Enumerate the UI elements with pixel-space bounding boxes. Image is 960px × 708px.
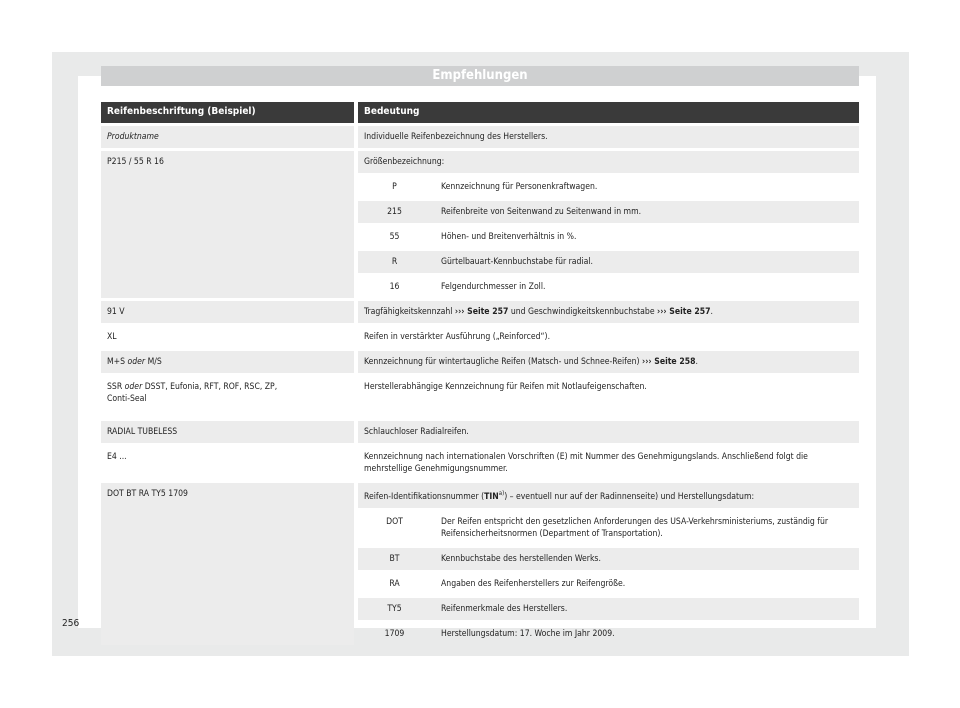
sub-code: R: [391, 257, 398, 267]
table-row: [101, 301, 859, 323]
sub-code: RA: [389, 578, 400, 589]
table-header-row: [101, 102, 859, 123]
sub-text: Kennbuchstabe des herstellenden Werks.: [441, 553, 601, 564]
sub-text: Herstellungsdatum: 17. Woche im Jahr 2009.: [441, 628, 615, 639]
row-label: M+S oder M/S: [101, 351, 354, 373]
table-row-size: [101, 151, 859, 298]
page-link[interactable]: ››› Seite 257: [657, 307, 711, 317]
header-label: Reifenbeschriftung (Beispiel): [101, 102, 354, 123]
page-number: 256: [62, 618, 80, 629]
row-meaning: Größenbezeichnung:: [358, 151, 859, 173]
table-row: [101, 326, 859, 348]
sub-text: Höhen- und Breitenverhältnis in %.: [441, 232, 577, 242]
sub-code: TY5: [387, 603, 402, 614]
sub-row: [358, 201, 859, 223]
row-label: RADIAL TUBELESS: [101, 421, 354, 443]
table-caption: Empfehlungen: [101, 66, 859, 86]
sub-text: Der Reifen entspricht den gesetzlichen Anforderungen des USA-Verkehrsministeriums, zuständig für Reifensicherheitsnormen (Department of Transportation).: [441, 516, 829, 539]
row-meaning: Individuelle Reifenbezeichnung des Herstellers.: [358, 126, 859, 148]
sub-text: Felgendurchmesser in Zoll.: [441, 282, 546, 292]
row-label: SSR oder DSST, Eufonia, RFT, ROF, RSC, ZP, Conti-Seal: [107, 382, 278, 404]
row-label: Produktname: [101, 126, 354, 148]
sub-code: DOT: [386, 516, 403, 527]
sub-row: [358, 251, 859, 273]
row-label: P215 / 55 R 16: [101, 151, 354, 298]
row-label: 91 V: [101, 301, 354, 323]
sub-row: [358, 176, 859, 198]
sub-code: 55: [389, 232, 400, 242]
header-meaning: Bedeutung: [358, 102, 859, 123]
table-row: [101, 126, 859, 148]
row-label: DOT BT RA TY5 1709: [101, 483, 354, 645]
sub-text: Reifenmerkmale des Herstellers.: [441, 603, 568, 614]
row-label: XL: [107, 332, 117, 342]
row-meaning: Schlauchloser Radialreifen.: [358, 421, 859, 443]
sub-code: 1709: [384, 628, 405, 639]
sub-code: P: [392, 182, 397, 192]
sub-code: 16: [389, 282, 400, 292]
sub-text: Kennzeichnung für Personenkraftwagen.: [441, 182, 598, 192]
page-link[interactable]: ››› Seite 257: [454, 307, 509, 317]
sub-text: Angaben des Reifenherstellers zur Reifengröße.: [441, 578, 626, 589]
row-meaning: Herstellerabhängige Kennzeichnung für Reifen mit Notlaufeigenschaften.: [364, 382, 647, 392]
tire-marking-table: [101, 102, 859, 648]
sub-row: [358, 623, 859, 645]
row-label: E4 ...: [107, 452, 127, 462]
row-meaning: Kennzeichnung nach internationalen Vorschriften (E) mit Nummer des Genehmigungslands. Anschließend folgt die mehrstellige Genehmigungsnummer.: [364, 452, 808, 474]
sub-row: [358, 573, 859, 595]
sub-row: [358, 598, 859, 620]
sub-code: 215: [387, 207, 402, 217]
table-row: [101, 376, 859, 418]
row-meaning: Tragfähigkeitskennzahl ››› Seite 257 und Geschwindigkeitskennbuchstabe ››› Seite 257.: [358, 301, 859, 323]
table-row-tin: [101, 483, 859, 645]
sub-text: Reifenbreite von Seitenwand zu Seitenwand in mm.: [441, 207, 642, 217]
sub-row: [358, 226, 859, 248]
table-row: [101, 351, 859, 373]
row-meaning: Reifen-Identifikationsnummer (TIN$^{a)}$) – eventuell nur auf der Radinnenseite) und Herstellungsdatum:: [358, 483, 859, 508]
row-meaning: Kennzeichnung für wintertaugliche Reifen (Matsch- und Schnee-Reifen) ››› Seite 258.: [358, 351, 859, 373]
page-link[interactable]: ››› Seite 258: [642, 357, 696, 367]
sub-row: [358, 548, 859, 570]
row-meaning: Reifen in verstärkter Ausführung („Reinforced“).: [364, 332, 551, 342]
table-row: [101, 446, 859, 480]
tin-abbr: TIN: [484, 491, 499, 502]
sub-code: BT: [389, 553, 400, 564]
sub-text: Gürtelbauart-Kennbuchstabe für radial.: [441, 257, 593, 267]
sub-row: [358, 276, 859, 298]
sub-row: [358, 511, 859, 545]
table-row: [101, 421, 859, 443]
